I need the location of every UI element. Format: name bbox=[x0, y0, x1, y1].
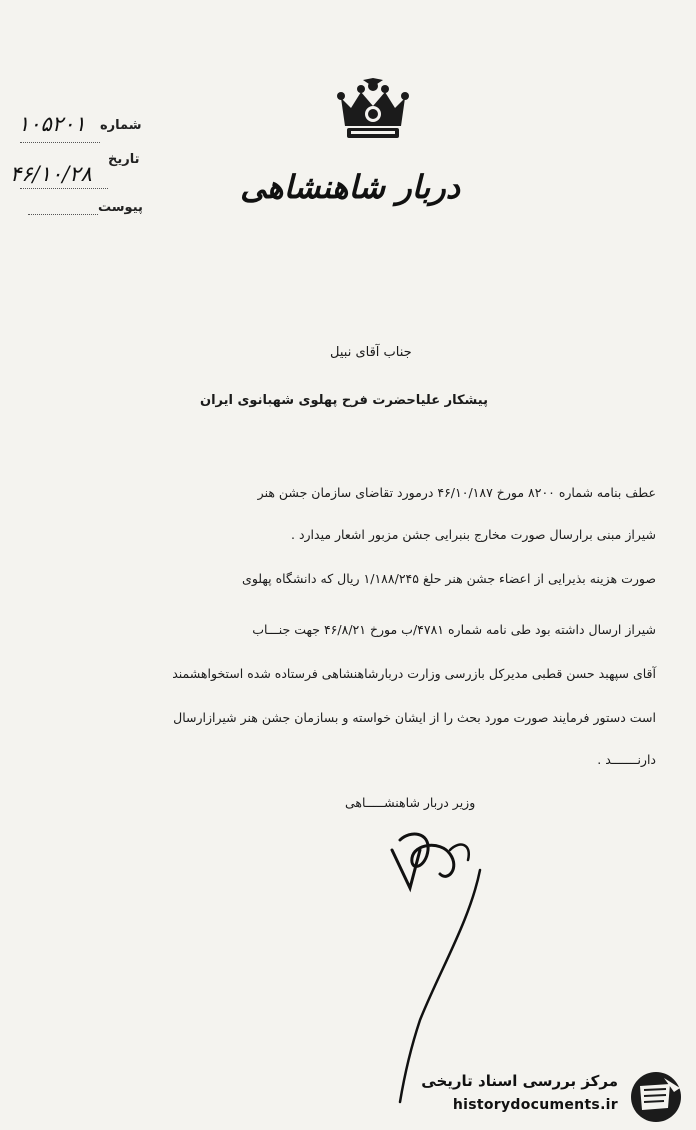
handwritten-signature bbox=[300, 810, 520, 1110]
date-value: ۴۶/۱۰/۲۸ bbox=[10, 162, 92, 186]
body-line: صورت هزینه بذیرایی از اعضاء جشن هنر حلغ ۱/۱۸۸/۲۴۵ ریال که دانشگاه پهلوی bbox=[242, 571, 656, 586]
attachment-label: پیوست bbox=[98, 200, 143, 215]
archive-logo-icon bbox=[626, 1070, 686, 1124]
archive-watermark bbox=[410, 1066, 690, 1126]
body-line: عطف بنامه شماره ۸۲۰۰ مورخ ۴۶/۱۰/۱۸۷ درمورد تقاضای سازمان جشن هنر bbox=[257, 485, 656, 500]
date-label: تاریخ bbox=[108, 152, 140, 167]
body-line: شیراز مبنی برارسال صورت مخارج بنبرایی جشن مزبور اشعار میدارد . bbox=[291, 527, 656, 542]
archive-center-name: مرکز بررسی اسناد تاریخی bbox=[421, 1072, 618, 1090]
body-line: دارنـــــــد . bbox=[597, 752, 656, 767]
recipient-title: پیشکار علیاحضرت فرح پهلوی شهبانوی ایران bbox=[200, 393, 488, 408]
body-line: آقای سپهبد حسن قطبی مدیرکل بازرسی وزارت دربارشاهنشاهی فرستاده شده استخواهشمند bbox=[172, 666, 656, 681]
number-rule bbox=[20, 142, 100, 143]
crown-emblem-icon bbox=[333, 78, 413, 150]
body-line: شیراز ارسال داشته بود طی نامه شماره ۴۷۸۱/ب مورخ ۴۶/۸/۲۱ جهت جنـــاب bbox=[252, 622, 656, 637]
number-label: شماره bbox=[100, 118, 142, 133]
recipient-name: جناب آقای نبیل bbox=[330, 345, 412, 360]
number-value: ۱۰۵۲۰۱ bbox=[18, 112, 86, 136]
attachment-rule bbox=[28, 214, 98, 215]
signatory-title: وزیر دربار شاهنشـــــاهی bbox=[345, 795, 476, 810]
date-rule bbox=[20, 188, 108, 189]
archive-site: historydocuments.ir bbox=[452, 1097, 618, 1113]
body-line: است دستور فرمایند صورت مورد بحث را از ایشان خواسته و بسازمان جشن هنر شیرازارسال bbox=[173, 710, 656, 725]
court-title: دربار شاهنشاهی bbox=[240, 168, 460, 206]
